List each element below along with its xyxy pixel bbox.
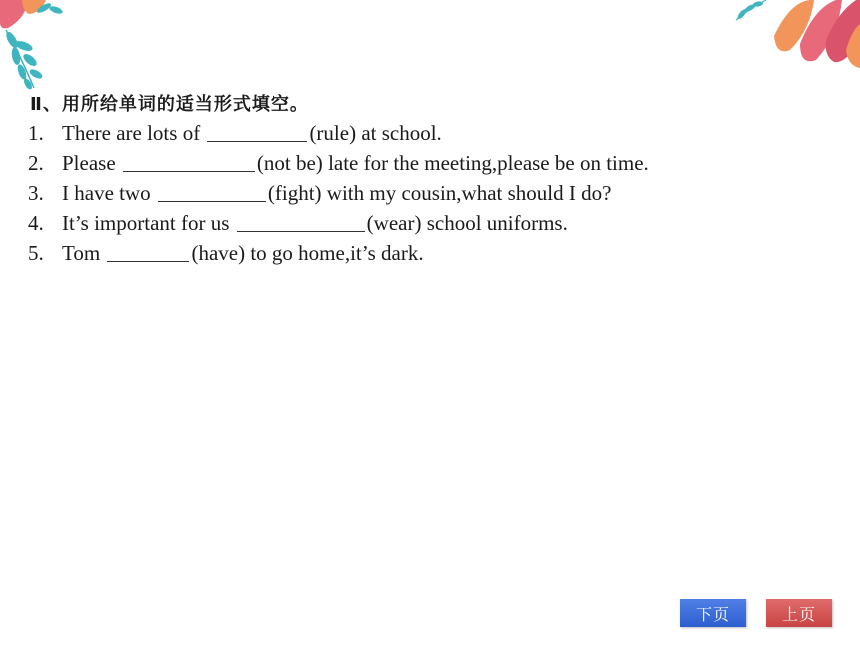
leaf-decoration-left-icon <box>0 0 80 95</box>
exercise-item-3 <box>28 178 649 208</box>
previous-page-button[interactable]: 上页 <box>766 599 832 627</box>
item-text-before: Tom <box>62 241 101 265</box>
item-text-before: I have two <box>62 181 151 205</box>
item-number: 5. <box>28 241 44 265</box>
item-text-after: with my cousin,what should I do? <box>326 181 612 205</box>
item-hint: (wear) <box>366 211 422 235</box>
item-hint: (not be) <box>256 151 323 175</box>
answer-blank[interactable] <box>107 243 189 262</box>
leaf-decoration-right-icon <box>730 0 860 70</box>
item-text-after: to go home,it’s dark. <box>250 241 424 265</box>
item-text-after: at school. <box>361 121 442 145</box>
exercise-heading: Ⅱ、用所给单词的适当形式填空。 <box>30 94 309 115</box>
answer-blank[interactable] <box>158 183 266 202</box>
exercise-item-5 <box>28 238 649 268</box>
answer-blank[interactable] <box>237 213 365 232</box>
item-text-before: There are lots of <box>62 121 201 145</box>
exercise-list <box>28 118 649 268</box>
item-hint: (rule) <box>309 121 357 145</box>
exercise-item-1 <box>28 118 649 148</box>
item-number: 4. <box>28 211 44 235</box>
next-page-button[interactable]: 下页 <box>680 599 746 627</box>
answer-blank[interactable] <box>207 123 307 142</box>
item-number: 1. <box>28 121 44 145</box>
item-text-after: school uniforms. <box>426 211 568 235</box>
item-number: 2. <box>28 151 44 175</box>
exercise-item-4 <box>28 208 649 238</box>
item-number: 3. <box>28 181 44 205</box>
item-text-before: It’s important for us <box>62 211 230 235</box>
item-hint: (fight) <box>267 181 322 205</box>
exercise-item-2 <box>28 148 649 178</box>
answer-blank[interactable] <box>123 153 255 172</box>
item-hint: (have) <box>191 241 246 265</box>
item-text-after: late for the meeting,please be on time. <box>328 151 649 175</box>
item-text-before: Please <box>62 151 116 175</box>
